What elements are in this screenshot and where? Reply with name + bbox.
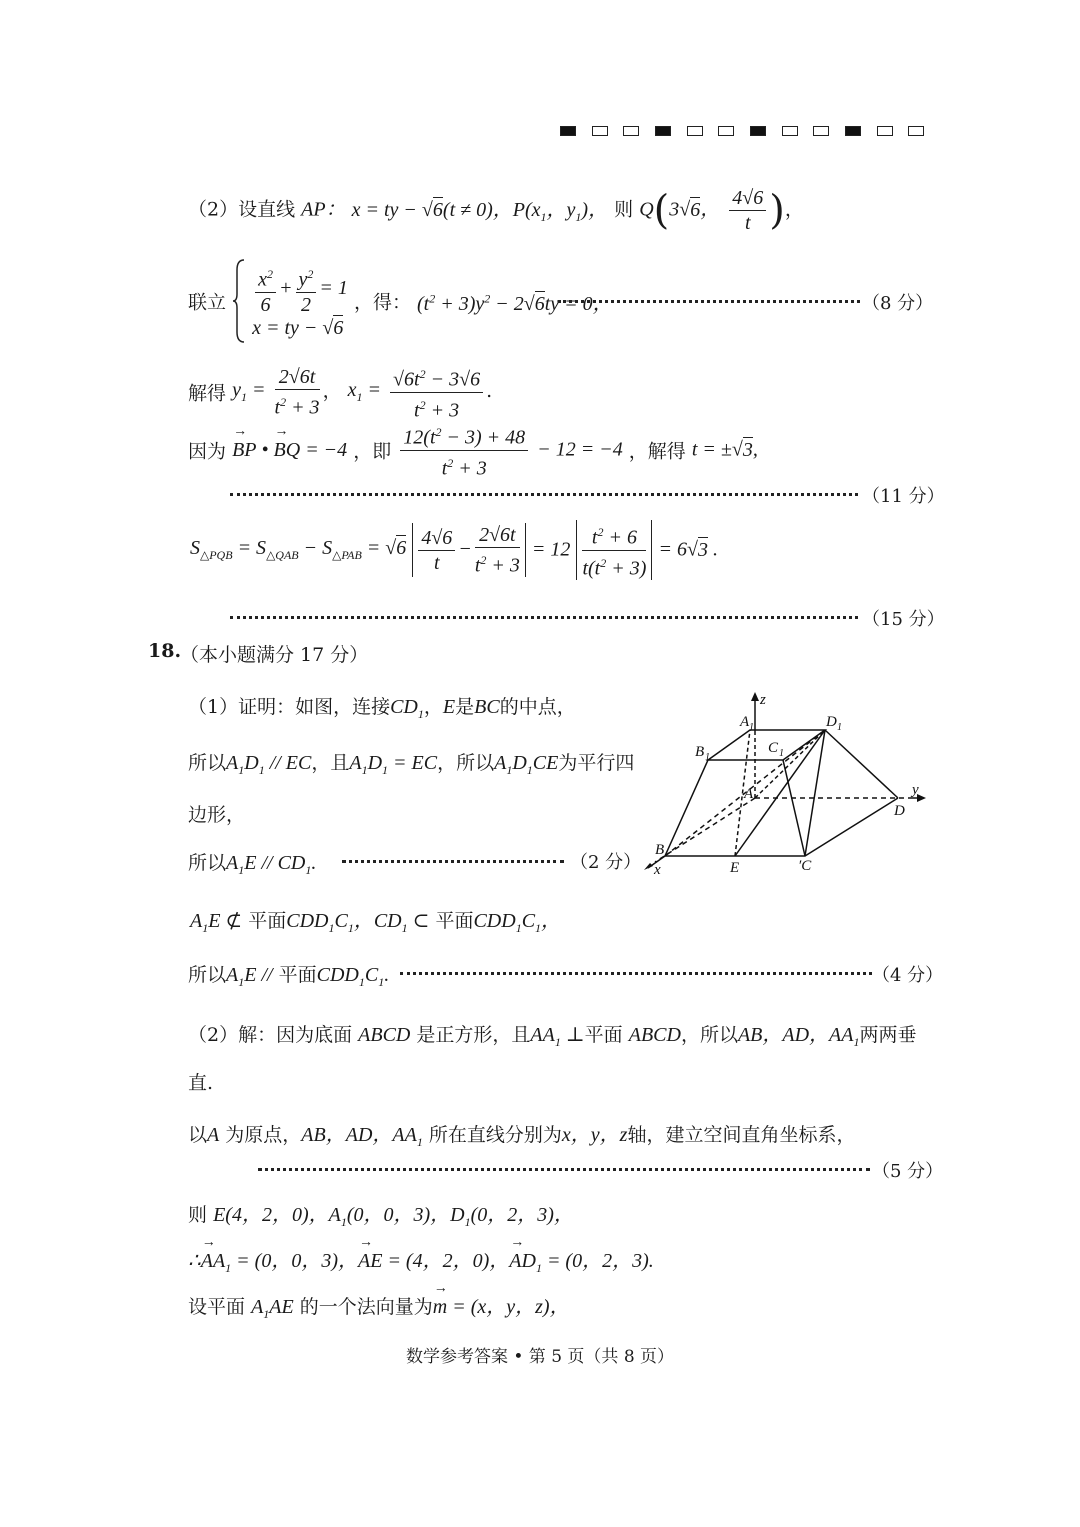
q18-part2-line2: 直. bbox=[188, 1072, 214, 1094]
dot-leader bbox=[258, 1168, 870, 1171]
label-c1: C bbox=[768, 740, 779, 756]
label-b1: B bbox=[695, 744, 705, 760]
text: 平面 bbox=[435, 910, 474, 932]
header-square bbox=[623, 126, 639, 136]
dot-leader bbox=[400, 972, 872, 975]
q18-part2-line4: 则 E(4，2，0)，$A_1(0$，0，3)，$D_1(0$，2，3)， bbox=[188, 1204, 574, 1229]
text: 所以 bbox=[188, 752, 227, 774]
text: ， bbox=[423, 696, 443, 718]
points-4: （4 分） bbox=[872, 965, 944, 986]
question-title: （本小题满分 17 分） bbox=[180, 644, 369, 666]
text: 轴，建立空间直角坐标系， bbox=[627, 1124, 856, 1146]
header-square bbox=[718, 126, 734, 136]
q18-part1-line5: $A_1E$ ⊄ 平面$CDD_1C_1$，$CD_1$ ⊂ 平面$CDD_1C_1$， bbox=[190, 910, 562, 935]
ap-label: AP： bbox=[301, 198, 346, 221]
area-computation: $S_{\triangle PQB} = S_{\triangle QAB} - S_{\triangle PAB} = √6$ $\frac{4√6}{t}$ − $\frac{2√6t}{t^2 + 3}$ = 12 $\frac{t^2 + 6}{t(t^2 + 3)}$ = 6√3 . bbox=[190, 520, 718, 580]
text: 的中点， bbox=[499, 696, 576, 718]
dot-leader bbox=[230, 616, 858, 619]
header-square bbox=[782, 126, 798, 136]
question-number: 18. bbox=[148, 640, 182, 662]
header-square bbox=[687, 126, 703, 136]
points-15: （15 分） bbox=[862, 609, 945, 630]
text: 为平行四 bbox=[558, 752, 635, 774]
points-2: （2 分） bbox=[570, 852, 642, 873]
header-square bbox=[592, 126, 608, 136]
dot-leader bbox=[230, 493, 858, 496]
header-square bbox=[845, 126, 861, 136]
header-square bbox=[877, 126, 893, 136]
dot-leader bbox=[558, 300, 860, 303]
label-x: x bbox=[654, 862, 661, 878]
jiede-label: 解得 bbox=[188, 382, 227, 405]
jiede2-label: ，解得 bbox=[628, 440, 686, 463]
text: （1）证明：如图，连接 bbox=[188, 696, 391, 718]
label-d1: D bbox=[826, 714, 837, 730]
page-footer: 数学参考答案 • 第 5 页（共 8 页） bbox=[405, 1347, 675, 1367]
text: 所以 bbox=[188, 964, 227, 986]
label-sub: 1 bbox=[837, 722, 842, 733]
geometry-figure bbox=[640, 690, 930, 880]
solve-y1-x1: 解得 $y_1$ = $\frac{2√6t}{t^2 + 3}$ ， $x_1$ = $\frac{√6t^2 - 3√6}{t^2 + 3}$ . bbox=[188, 362, 492, 422]
label-z: z bbox=[760, 692, 766, 708]
de-label: ，得： bbox=[353, 291, 411, 314]
z-arrow bbox=[751, 692, 759, 701]
yinwei-label: 因为 bbox=[188, 440, 227, 463]
header-square bbox=[908, 126, 924, 136]
text: 所以 bbox=[188, 852, 227, 874]
points-5: （5 分） bbox=[872, 1161, 944, 1182]
simultaneous-system: 联立 $\frac{x^2}{6}$ + $\frac{y^2}{2}$ = 1 x = ty − √6 ，得： $(t^2 + 3)y^2 - 2√6ty = 0$， bbox=[188, 258, 613, 344]
points-8: （8 分） bbox=[862, 293, 934, 314]
text: 平面 bbox=[248, 910, 287, 932]
header-square bbox=[813, 126, 829, 136]
edge-dd1 bbox=[825, 730, 898, 798]
text: 平面 bbox=[278, 964, 317, 986]
header-square bbox=[750, 126, 766, 136]
q18-part2-line3: 以A 为原点，AB，AD，$AA_1$ 所在直线分别为x，y，z轴，建立空间直角坐标系， bbox=[188, 1124, 856, 1149]
text: 设平面 bbox=[188, 1296, 246, 1318]
q18-part1-line4: 所以$A_1E // CD_1$. bbox=[188, 852, 317, 877]
q18-part2-line6: 设平面 $A_1AE$ 的一个法向量为→ m = (x，y，z)， bbox=[188, 1290, 570, 1322]
x-arrow bbox=[644, 863, 653, 870]
label-sub: 1 bbox=[779, 748, 784, 759]
label-a1: A bbox=[740, 714, 750, 730]
text: （2）解：因为底面 bbox=[188, 1024, 353, 1046]
points-11: （11 分） bbox=[862, 486, 945, 507]
label-sub: 1 bbox=[705, 752, 710, 763]
text: 是正方形，且 bbox=[416, 1024, 531, 1046]
label-y: y bbox=[912, 782, 919, 798]
text: 以 bbox=[188, 1124, 208, 1146]
text: 为原点， bbox=[225, 1124, 302, 1146]
label-e: E bbox=[730, 860, 740, 876]
text: 的一个法向量为 bbox=[299, 1296, 433, 1318]
q18-part2-line1: （2）解：因为底面 ABCD 是正方形，且$AA_1$ ⊥平面 ABCD，所以AB，AD，$AA_1$两两垂 bbox=[188, 1024, 917, 1049]
text: 所在直线分别为 bbox=[428, 1124, 562, 1146]
x-axis-dashed bbox=[655, 798, 755, 862]
lianli-label: 联立 bbox=[188, 291, 227, 314]
label-a: A bbox=[744, 786, 754, 802]
text: 是 bbox=[455, 696, 475, 718]
bottom-edges bbox=[665, 760, 898, 856]
text: ，且 bbox=[311, 752, 350, 774]
label-c: ′C bbox=[798, 858, 812, 874]
q18-part1-line6: 所以$A_1E$ // 平面$CDD_1C_1$. bbox=[188, 964, 390, 989]
text: 平面 bbox=[584, 1024, 623, 1046]
ji-label: ，即 bbox=[353, 440, 392, 463]
label-d: D bbox=[894, 803, 905, 819]
text: 两两垂 bbox=[859, 1024, 917, 1046]
dot-product-condition: 因为 → BP • → BQ = −4 ，即 $\frac{12(t^2 - 3) + 48}{t^2 + 3}$ − 12 = −4 ，解得 t = ±√3, bbox=[188, 420, 758, 480]
part2-label: （2）设直线 bbox=[188, 198, 296, 221]
text: ，所以 bbox=[680, 1024, 738, 1046]
q18-part2-line5: ∴→ $AA_1 = (0$，0，3)，→ AE = (4，2，0)，→ $AD_1 = (0$，2，3). bbox=[188, 1244, 654, 1276]
text: ，所以 bbox=[437, 752, 495, 774]
label-b: B bbox=[655, 842, 665, 858]
then-label: 则 bbox=[614, 198, 634, 221]
part2-line-ap: （2）设直线 AP： x = ty − √6(t ≠ 0)，$P(x_1$，$y_1$)， 则 Q(3√6， $\frac{4√6}{t}$ )， bbox=[188, 187, 804, 234]
q18-part1-line3: 边形， bbox=[188, 804, 246, 826]
dot-leader bbox=[342, 860, 564, 863]
header-square bbox=[655, 126, 671, 136]
edge-cd1 bbox=[805, 730, 825, 856]
text: 则 bbox=[188, 1204, 208, 1226]
q18-part1-line2: 所以$A_1D_1$ // EC，且$A_1D_1$ = EC，所以$A_1D_1CE$为平行四 bbox=[188, 752, 635, 777]
q18-part1-line1: （1）证明：如图，连接$CD_1$，E是BC的中点， bbox=[188, 696, 576, 721]
header-square bbox=[560, 126, 576, 136]
label-sub: 1 bbox=[749, 722, 754, 733]
